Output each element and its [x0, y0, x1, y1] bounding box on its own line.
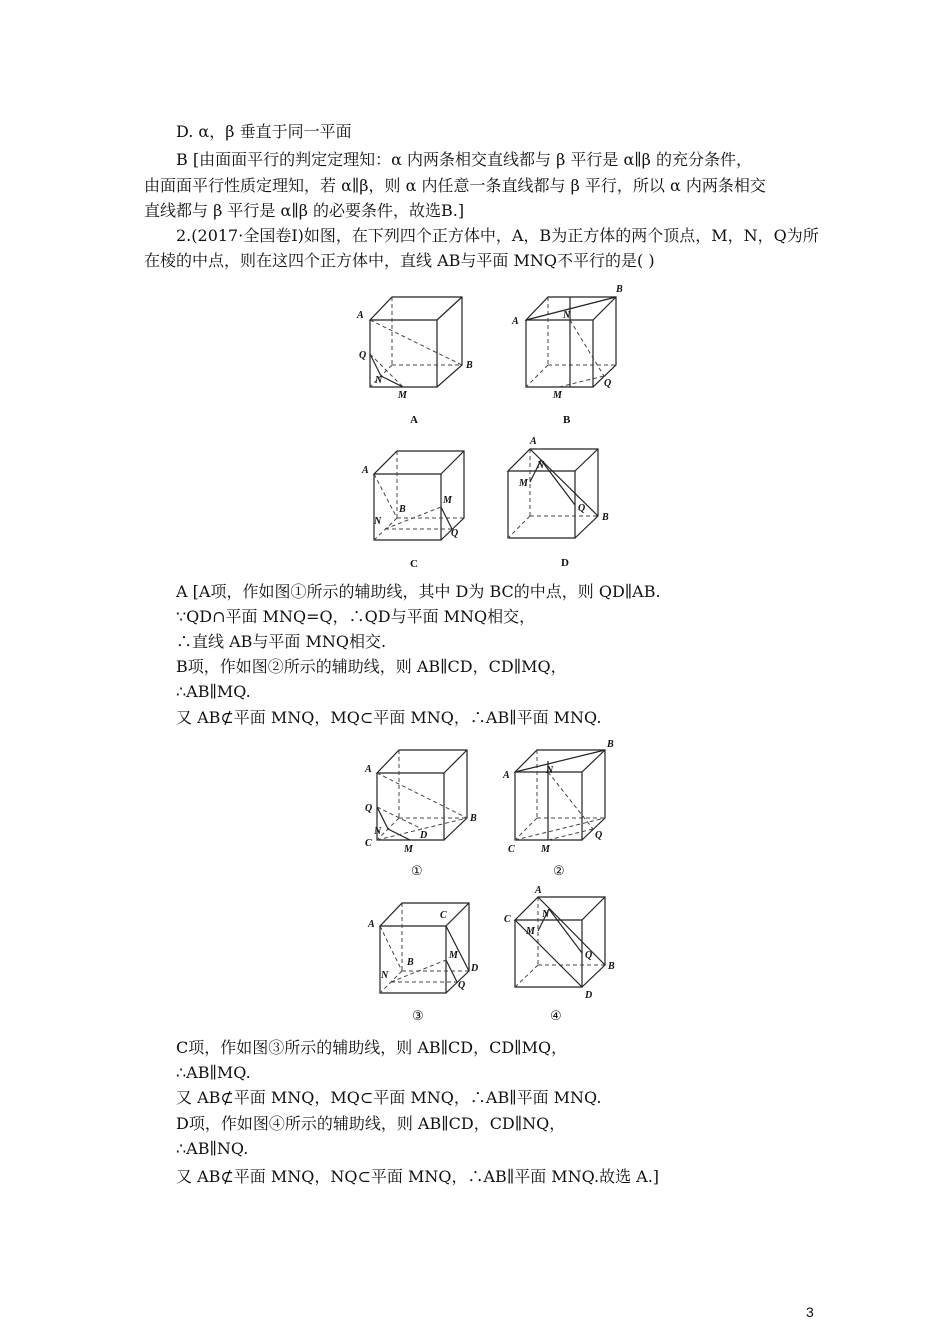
label-cube-3-B: B — [407, 957, 414, 968]
label-cube-d-M: M — [519, 478, 528, 489]
label-cube-c-B: B — [399, 504, 406, 515]
label-cube-1-M: M — [404, 844, 413, 855]
label-cube-d-B: B — [602, 512, 609, 523]
answer-2-line-11: ∴AB∥NQ. — [176, 1139, 249, 1158]
label-cube-a-A: A — [357, 310, 364, 321]
label-cube-b-A: A — [512, 316, 519, 327]
label-cube-1-N: N — [374, 826, 382, 837]
label-cube-4-D: D — [585, 990, 593, 1001]
label-cube-a-Q: Q — [359, 350, 367, 361]
page-number: 3 — [806, 1304, 814, 1320]
label-cube-3-M: M — [449, 950, 458, 961]
answer-2-line-9: 又 AB⊄平面 MNQ，MQ⊂平面 MNQ，∴AB∥平面 MNQ. — [176, 1088, 602, 1107]
caption-cube-b: B — [563, 414, 571, 426]
option-d-text: D. α，β 垂直于同一平面 — [176, 122, 352, 141]
label-cube-4-B: B — [608, 961, 615, 972]
cube-c — [361, 451, 464, 570]
answer-2-line-7: C项，作如图③所示的辅助线，则 AB∥CD，CD∥MQ， — [176, 1038, 568, 1057]
answer-2-line-10: D项，作如图④所示的辅助线，则 AB∥CD，CD∥NQ， — [176, 1114, 566, 1133]
label-cube-2-Q: Q — [595, 830, 603, 841]
label-cube-c-Q: Q — [451, 528, 459, 539]
answer-1-line-1: B [由面面平行的判定定理知：α 内两条相交直线都与 β 平行是 α∥β 的充分条件， — [176, 150, 753, 169]
label-cube-d-A: A — [530, 436, 537, 447]
label-cube-1-B: B — [470, 813, 477, 824]
cube-d — [508, 436, 609, 569]
caption-cube-2: ② — [553, 863, 565, 878]
label-cube-2-N: N — [546, 765, 554, 776]
answer-2-line-1: A [A项，作如图①所示的辅助线，其中 D为 BC的中点，则 QD∥AB. — [176, 582, 661, 601]
cube-a — [356, 297, 473, 426]
label-cube-3-D: D — [471, 963, 479, 974]
label-cube-3-A: A — [368, 919, 375, 930]
caption-cube-d: D — [561, 557, 569, 569]
answer-2-line-2: ∵QD∩平面 MNQ=Q，∴QD与平面 MNQ相交， — [176, 607, 536, 626]
label-cube-c-N: N — [374, 516, 382, 527]
label-cube-4-Q: Q — [585, 950, 593, 961]
cube-2 — [502, 739, 614, 878]
label-cube-b-Q: Q — [604, 378, 612, 389]
answer-2-line-4: B项，作如图②所示的辅助线，则 AB∥CD，CD∥MQ， — [176, 657, 567, 676]
label-cube-1-A: A — [365, 764, 372, 775]
question-2-line-1: 2.(2017·全国卷Ⅰ)如图，在下列四个正方体中，A，B为正方体的两个顶点，M，N，Q为所 — [176, 226, 819, 245]
caption-cube-1: ① — [411, 863, 423, 878]
label-cube-c-M: M — [443, 495, 452, 506]
cube-1 — [364, 750, 477, 878]
label-cube-c-A: A — [362, 465, 369, 476]
caption-cube-c: C — [410, 558, 418, 570]
label-cube-3-Q: Q — [458, 980, 466, 991]
label-cube-b-M: M — [553, 390, 562, 401]
label-cube-3-N: N — [381, 970, 389, 981]
label-cube-2-A: A — [503, 770, 510, 781]
label-cube-4-A: A — [535, 885, 542, 896]
question-2-line-2: 在棱的中点，则在这四个正方体中，直线 AB与平面 MNQ不平行的是( ) — [144, 251, 655, 270]
label-cube-4-M: M — [526, 926, 535, 937]
cube-4 — [504, 885, 615, 1023]
label-cube-4-C: C — [504, 914, 511, 925]
answer-2-line-6: 又 AB⊄平面 MNQ，MQ⊂平面 MNQ，∴AB∥平面 MNQ. — [176, 708, 602, 727]
cube-3 — [367, 903, 478, 1023]
label-cube-2-B: B — [607, 739, 614, 750]
answer-2-line-8: ∴AB∥MQ. — [176, 1063, 251, 1082]
label-cube-a-B: B — [466, 360, 473, 371]
caption-cube-3: ③ — [412, 1008, 424, 1023]
label-cube-b-B: B — [616, 284, 623, 295]
label-cube-a-N: N — [375, 375, 383, 386]
label-cube-2-M: M — [541, 844, 550, 855]
cube-b — [511, 284, 623, 426]
label-cube-1-C: C — [365, 838, 372, 849]
answer-2-line-3: ∴直线 AB与平面 MNQ相交. — [176, 632, 387, 651]
answer-1-line-3: 直线都与 β 平行是 α∥β 的必要条件，故选B.] — [144, 201, 465, 220]
label-cube-1-D: D — [420, 830, 428, 841]
answer-1-line-2: 由面面平行性质定理知，若 α∥β，则 α 内任意一条直线都与 β 平行，所以 α 内两条相交 — [144, 176, 766, 195]
caption-cube-4: ④ — [550, 1008, 562, 1023]
label-cube-a-M: M — [398, 390, 407, 401]
label-cube-3-C: C — [440, 910, 447, 921]
label-cube-b-N: N — [563, 310, 571, 321]
caption-cube-a: A — [410, 414, 418, 426]
label-cube-2-C: C — [508, 844, 515, 855]
label-cube-d-Q: Q — [578, 503, 586, 514]
label-cube-4-N: N — [542, 909, 550, 920]
label-cube-1-Q: Q — [365, 803, 373, 814]
answer-2-line-5: ∴AB∥MQ. — [176, 682, 251, 701]
label-cube-d-N: N — [537, 460, 545, 471]
answer-2-line-12: 又 AB⊄平面 MNQ，NQ⊂平面 MNQ，∴AB∥平面 MNQ.故选 A.] — [176, 1167, 660, 1186]
